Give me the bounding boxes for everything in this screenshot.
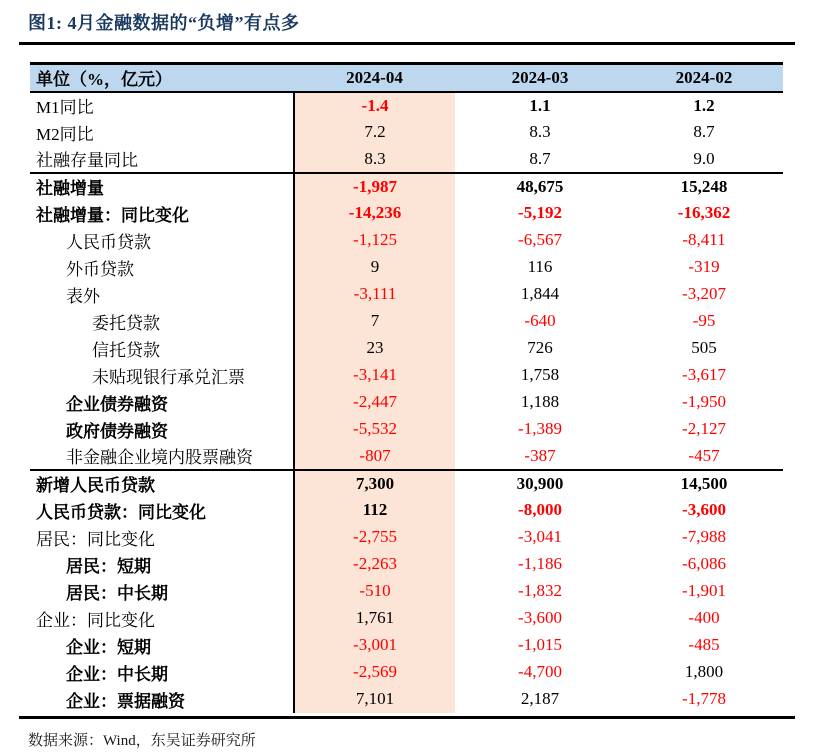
cell-value: -4,700 <box>518 662 562 681</box>
row-label: 居民：同比变化 <box>36 529 155 549</box>
row-label: 政府债券融资 <box>66 421 168 441</box>
cell-value: -510 <box>294 578 455 605</box>
cell-value: -3,041 <box>518 527 562 546</box>
figure-title: 图1: 4月金融数据的“负增”有点多 <box>28 13 300 33</box>
row-label: M2同比 <box>36 124 94 144</box>
cell-value: -1.4 <box>294 92 455 119</box>
row-label: 人民币贷款 <box>66 232 151 252</box>
table-row <box>30 389 783 416</box>
cell-value: 726 <box>527 338 553 357</box>
cell-value: -14,236 <box>294 200 455 227</box>
table-row <box>30 146 783 173</box>
cell-value: 112 <box>294 497 455 524</box>
cell-value: 505 <box>691 338 717 357</box>
cell-value: -3,001 <box>294 632 455 659</box>
cell-value: -2,263 <box>294 551 455 578</box>
row-label: 信托贷款 <box>92 340 160 360</box>
cell-value: -400 <box>688 608 720 627</box>
cell-value: 15,248 <box>680 176 728 196</box>
cell-value: -2,569 <box>294 659 455 686</box>
header-unit-label: 单位（%，亿元） <box>30 64 294 92</box>
cell-value: 7.2 <box>294 119 455 146</box>
table-row <box>30 605 783 632</box>
data-source-note: 数据来源：Wind，东吴证券研究所 <box>28 733 256 749</box>
table-row <box>30 659 783 686</box>
title-underline-rule <box>19 42 795 45</box>
row-label: 外币贷款 <box>66 259 134 279</box>
cell-value: 14,500 <box>680 473 728 493</box>
row-label: 人民币贷款：同比变化 <box>36 502 206 522</box>
header-row <box>30 64 783 92</box>
cell-value: -319 <box>688 257 720 276</box>
cell-value: 8.3 <box>294 146 455 173</box>
cell-value: 1.2 <box>693 95 715 115</box>
cell-value: 7,101 <box>294 686 455 713</box>
table-row <box>30 308 783 335</box>
cell-value: 7 <box>294 308 455 335</box>
cell-value: -3,617 <box>682 365 726 384</box>
cell-value: 2,187 <box>520 689 560 708</box>
table-row <box>30 686 783 713</box>
table-row <box>30 551 783 578</box>
cell-value: -457 <box>625 443 783 470</box>
cell-value: -16,362 <box>677 203 731 222</box>
cell-value: -1,950 <box>682 392 726 411</box>
cell-value: 1,800 <box>684 662 724 681</box>
cell-value: -3,600 <box>682 500 726 519</box>
cell-value: -3,111 <box>294 281 455 308</box>
cell-value: 30,900 <box>516 473 564 493</box>
table-header <box>30 64 783 92</box>
row-label: 企业债券融资 <box>66 394 168 414</box>
row-label: 社融存量同比 <box>30 146 294 173</box>
table-row <box>30 254 783 281</box>
row-label: 企业：票据融资 <box>66 691 185 711</box>
cell-value: 1.1 <box>529 95 551 115</box>
cell-value: 23 <box>294 335 455 362</box>
table-row <box>30 119 783 146</box>
row-label: 社融增量：同比变化 <box>36 205 189 225</box>
table-row <box>30 92 783 119</box>
row-label: 表外 <box>66 286 100 306</box>
cell-value: -640 <box>524 311 556 330</box>
cell-value: -1,901 <box>682 581 726 600</box>
cell-value: -7,988 <box>682 527 726 546</box>
cell-value: -1,987 <box>294 173 455 200</box>
table-row <box>30 470 783 497</box>
row-label: 居民：中长期 <box>66 583 168 603</box>
row-label: 企业：中长期 <box>66 664 168 684</box>
cell-value: 1,844 <box>520 284 560 303</box>
table-row <box>30 227 783 254</box>
table-row <box>30 524 783 551</box>
cell-value: -6,086 <box>682 554 726 573</box>
cell-value: -8,000 <box>518 500 562 519</box>
cell-value: -3,600 <box>518 608 562 627</box>
header-col-2024-04: 2024-04 <box>294 64 455 92</box>
header-col-2024-02: 2024-02 <box>625 64 783 92</box>
table-row <box>30 443 783 470</box>
table-body <box>30 92 783 713</box>
cell-value: 1,758 <box>520 365 560 384</box>
cell-value: -1,832 <box>518 581 562 600</box>
cell-value: -2,755 <box>294 524 455 551</box>
cell-value: 9.0 <box>625 146 783 173</box>
cell-value: -485 <box>688 635 720 654</box>
cell-value: -1,015 <box>518 635 562 654</box>
cell-value: -807 <box>294 443 455 470</box>
cell-value: 1,761 <box>294 605 455 632</box>
cell-value: -1,186 <box>518 554 562 573</box>
table-row <box>30 362 783 389</box>
cell-value: -1,125 <box>294 227 455 254</box>
cell-value: 8.3 <box>529 122 551 141</box>
cell-value: 48,675 <box>516 176 564 196</box>
cell-value: 8.7 <box>693 122 715 141</box>
row-label: 社融增量 <box>36 179 104 198</box>
figure-bottom-rule <box>19 716 795 719</box>
row-label: 企业：短期 <box>66 637 151 657</box>
table-row <box>30 497 783 524</box>
cell-value: -5,192 <box>518 203 562 222</box>
cell-value: -6,567 <box>518 230 562 249</box>
row-label: 居民：短期 <box>66 556 151 576</box>
cell-value: -3,141 <box>294 362 455 389</box>
row-label: 委托贷款 <box>92 313 160 333</box>
cell-value: 116 <box>527 257 553 276</box>
row-label: 新增人民币贷款 <box>36 476 155 495</box>
cell-value: 8.7 <box>455 146 625 173</box>
row-label: M1同比 <box>36 98 94 117</box>
header-col-2024-03: 2024-03 <box>455 64 625 92</box>
table-row <box>30 200 783 227</box>
cell-value: -5,532 <box>294 416 455 443</box>
row-label: 企业：同比变化 <box>36 610 155 630</box>
cell-value: -95 <box>692 311 716 330</box>
table-row <box>30 281 783 308</box>
financial-data-table <box>30 62 783 713</box>
row-label: 未贴现银行承兑汇票 <box>92 367 245 387</box>
table-row <box>30 632 783 659</box>
table-row <box>30 335 783 362</box>
cell-value: -3,207 <box>682 284 726 303</box>
cell-value: -1,389 <box>518 419 562 438</box>
cell-value: 9 <box>294 254 455 281</box>
cell-value: -387 <box>455 443 625 470</box>
table-row <box>30 173 783 200</box>
cell-value: 1,188 <box>520 392 560 411</box>
table-row <box>30 416 783 443</box>
table-row <box>30 578 783 605</box>
cell-value: -2,127 <box>682 419 726 438</box>
cell-value: -2,447 <box>294 389 455 416</box>
cell-value: 7,300 <box>294 470 455 497</box>
row-label: 非金融企业境内股票融资 <box>30 443 294 470</box>
cell-value: -8,411 <box>682 230 726 249</box>
cell-value: -1,778 <box>682 689 726 708</box>
